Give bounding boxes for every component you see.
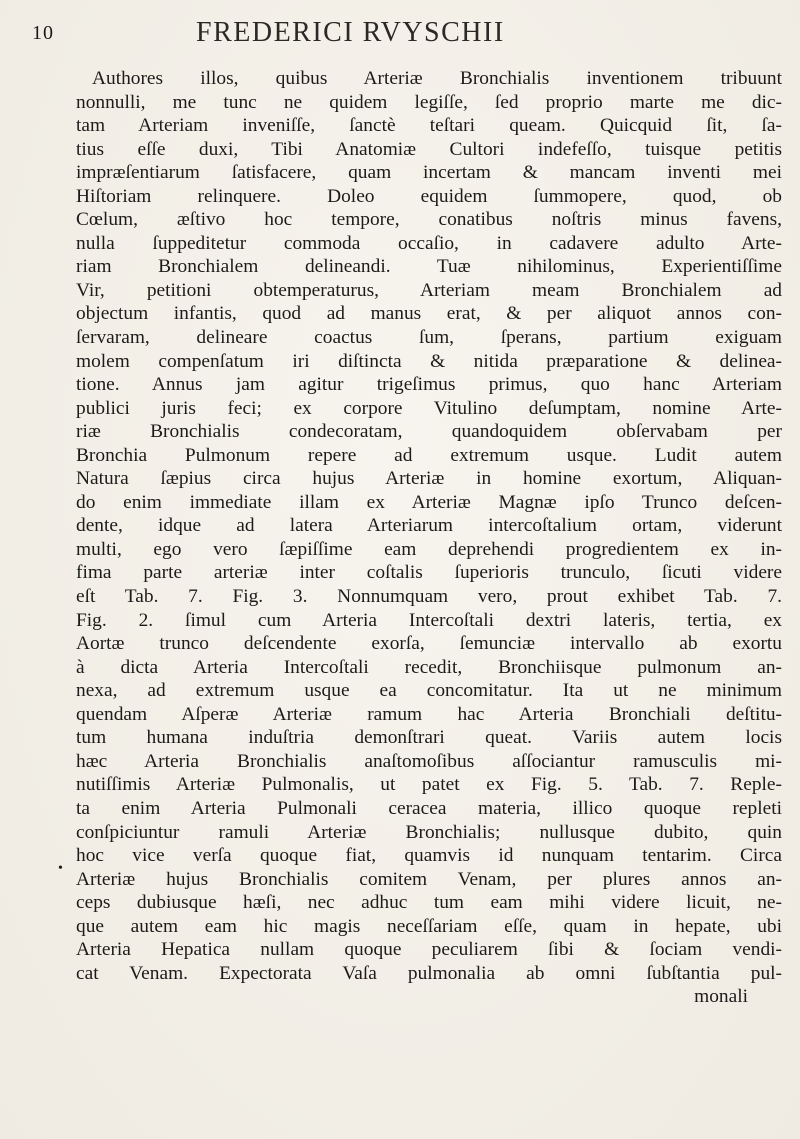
text-line: multi, ego vero ſæpiſſime eam deprehendi progredientem ex in- [76,538,782,560]
page-number: 10 [32,22,54,44]
text-line: quendam Aſperæ Arteriæ ramum hac Arteria Bronchiali deſtitu- [76,703,782,725]
text-line: nutiſſimis Arteriæ Pulmonalis, ut patet ex Fig. 5. Tab. 7. Reple- [76,774,782,796]
text-line: eſt Tab. 7. Fig. 3. Nonnumquam vero, prout exhibet Tab. 7. [76,586,782,608]
body-text [76,67,782,1009]
text-line: Arteria Hepatica nullam quoque peculiarem ſibi & ſociam vendi- [76,939,782,961]
text-line: Fig. 2. ſimul cum Arteria Intercoſtali dextri lateris, tertia, ex [76,609,782,631]
margin-mark: • [58,861,63,876]
text-line: tam Arteriam inveniſſe, ſanctè teſtari queam. Quicquid ſit, ſa- [76,115,782,137]
running-head-title: FREDERICI RVYSCHII [196,17,505,48]
text-line: nulla ſuppeditetur commoda occaſio, in cadavere adulto Arte- [76,232,782,254]
text-line: riæ Bronchialis condecoratam, quandoquidem obſervabam per [76,421,782,443]
text-line: Arteriæ hujus Bronchialis comitem Venam, per plures annos an- [76,868,782,890]
text-line: à dicta Arteria Intercoſtali recedit, Bronchiisque pulmonum an- [76,656,782,678]
text-line: conſpiciuntur ramuli Arteriæ Bronchialis; nullusque dubito, quin [76,821,782,843]
text-line: impræſentiarum ſatisfacere, quam incertam & mancam inventi mei [76,162,782,184]
running-head [0,14,800,54]
catchword: monali [694,986,748,1008]
text-line: tione. Annus jam agitur trigeſimus primus, quo hanc Arteriam [76,374,782,396]
text-line: Aortæ trunco deſcendente exorſa, ſemunciæ intervallo ab exortu [76,633,782,655]
text-line: cat Venam. Expectorata Vaſa pulmonalia ab omni ſubſtantia pul- [76,962,782,984]
text-line: tius eſſe duxi, Tibi Anatomiæ Cultori indefeſſo, tuisque petitis [76,138,782,160]
text-line: publici juris feci; ex corpore Vitulino deſumptam, nomine Arte- [76,397,782,419]
text-line: Vir, petitioni obtemperaturus, Arteriam meam Bronchialem ad [76,279,782,301]
text-line: Bronchia Pulmonum repere ad extremum usque. Ludit autem [76,444,782,466]
text-line: dente, idque ad latera Arteriarum intercoſtalium ortam, viderunt [76,515,782,537]
text-line: do enim immediate illam ex Arteriæ Magnæ ipſo Trunco deſcen- [76,491,782,513]
text-line: ſervaram, delineare coactus ſum, ſperans, partium exiguam [76,327,782,349]
text-line: ta enim Arteria Pulmonali ceracea materia, illico quoque repleti [76,797,782,819]
text-line: tum humana induſtria demonſtrari queat. Variis autem locis [76,727,782,749]
text-line: nonnulli, me tunc ne quidem legiſſe, ſed proprio marte me dic- [76,91,782,113]
text-line: riam Bronchialem delineandi. Tuæ nihilominus, Experientiſſime [76,256,782,278]
text-line: que autem eam hic magis neceſſariam eſſe, quam in hepate, ubi [76,915,782,937]
text-line: ceps dubiusque hæſi, nec adhuc tum eam mihi videre licuit, ne- [76,892,782,914]
text-line: nexa, ad extremum usque ea concomitatur. Ita ut ne minimum [76,680,782,702]
text-line: Natura ſæpius circa hujus Arteriæ in homine exortum, Aliquan- [76,468,782,490]
text-line: objectum infantis, quod ad manus erat, & per aliquot annos con- [76,303,782,325]
text-line: fima parte arteriæ inter coſtalis ſuperioris trunculo, ſicuti videre [76,562,782,584]
text-line: Cœlum, æſtivo hoc tempore, conatibus noſtris minus favens, [76,209,782,231]
text-line: hæc Arteria Bronchialis anaſtomoſibus aſſociantur ramusculis mi- [76,750,782,772]
text-line: Hiſtoriam relinquere. Doleo equidem ſummopere, quod, ob [76,185,782,207]
text-line: hoc vice verſa quoque fiat, quamvis id nunquam tentarim. Circa [76,845,782,867]
text-line: Authores illos, quibus Arteriæ Bronchialis inventionem tribuunt [92,68,782,89]
text-line: molem compenſatum iri diſtincta & nitida præparatione & delinea- [76,350,782,372]
